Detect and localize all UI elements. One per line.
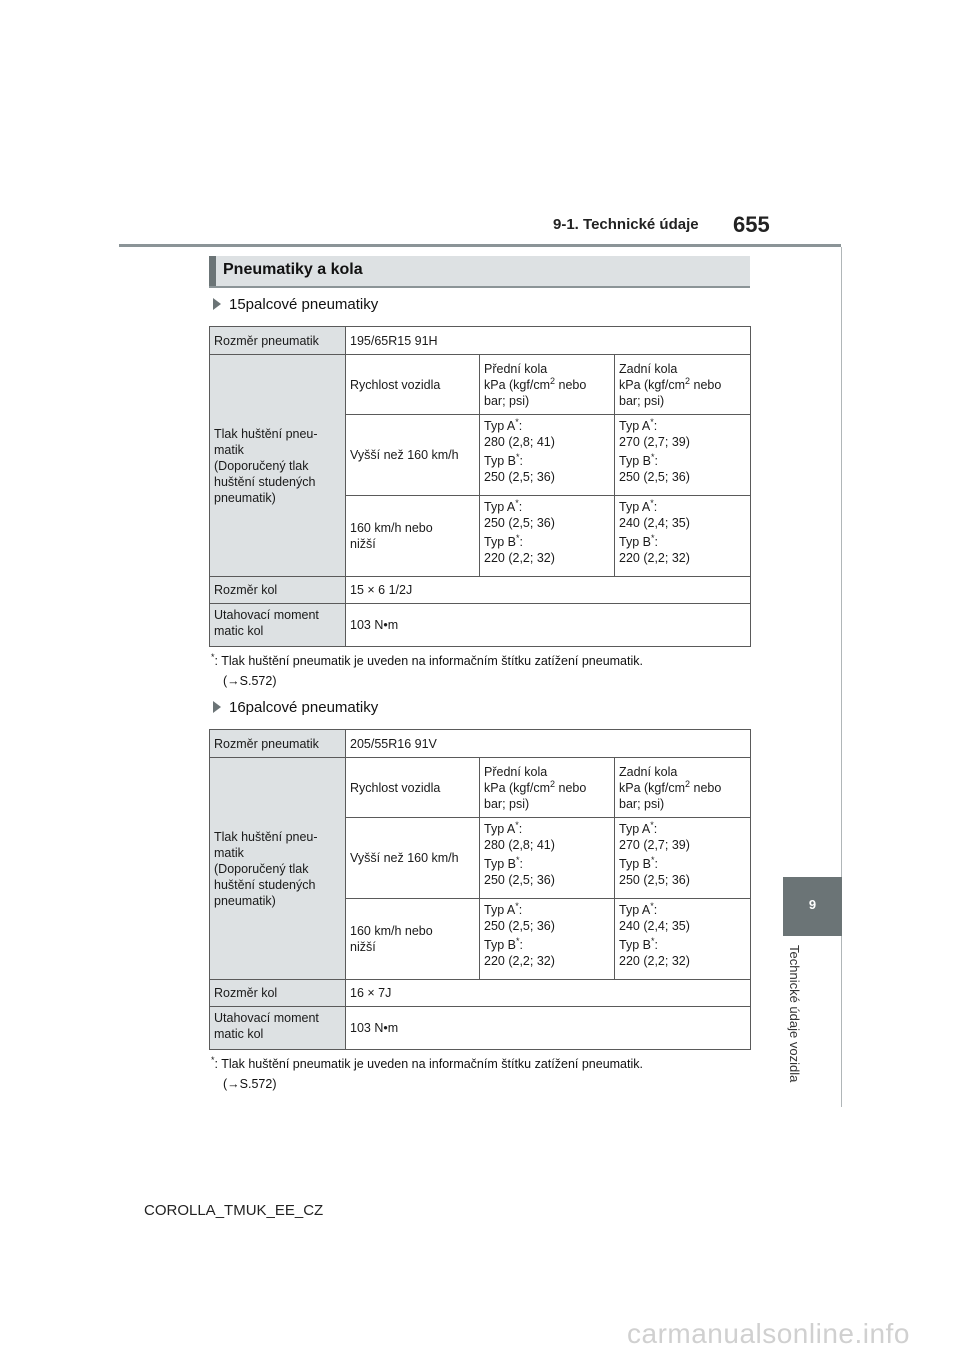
section-title: Pneumatiky a kola [223, 261, 363, 278]
tire-size-label: Rozměr pneumatik [210, 730, 346, 758]
header-divider [119, 244, 841, 247]
header-line: Zadní kola [619, 764, 678, 779]
pressure-value: 220 (2,2; 32) [484, 954, 555, 968]
superscript: 2 [685, 778, 691, 789]
tire-table-16 [209, 729, 751, 1050]
type-label: Typ A [619, 903, 651, 917]
pressure-label [210, 758, 346, 980]
type-label: Typ A [484, 903, 516, 917]
type-label: Typ B [484, 535, 516, 549]
high-speed-front-value: Typ A*: 280 (2,8; 41) Typ B*: 250 (2,5; 36) [480, 818, 615, 899]
label-line: nižší [350, 537, 376, 551]
footnote-text: : Tlak huštění pneumatik je uveden na informačním štítku zatížení pneumatik. [214, 1057, 643, 1071]
rear-wheels-header [615, 758, 751, 818]
high-speed-label: Vyšší než 160 km/h [346, 818, 480, 899]
header-line: bar; psi) [619, 796, 665, 811]
asterisk: * [650, 451, 655, 462]
label-line: matic kol [214, 1027, 264, 1041]
speed-label: Rychlost vozidla [346, 758, 480, 818]
pressure-value: 240 (2,4; 35) [619, 516, 690, 530]
asterisk: * [515, 854, 520, 865]
type-label: Typ B [619, 535, 651, 549]
chapter-tab-title: Technické údaje vozidla [787, 945, 802, 1083]
pressure-value: 250 (2,5; 36) [484, 919, 555, 933]
wheel-size-value: 15 × 6 1/2J [346, 577, 751, 604]
type-label: Typ A [619, 419, 651, 433]
high-speed-front-value: Typ A*: 280 (2,8; 41) Typ B*: 250 (2,5; 36) [480, 415, 615, 496]
pressure-value: 250 (2,5; 36) [619, 470, 690, 484]
label-line: Utahovací moment [214, 608, 319, 622]
tire-table-15 [209, 326, 751, 647]
table-row [210, 604, 751, 647]
label-line: 160 km/h nebo [350, 924, 433, 938]
pressure-value: 270 (2,7; 39) [619, 838, 690, 852]
section-label: 9-1. Technické údaje [553, 216, 699, 233]
table-2-heading [213, 699, 378, 716]
speed-label: Rychlost vozidla [346, 355, 480, 415]
pressure-label-line: huštění studených [214, 474, 316, 489]
header-line: bar; psi) [484, 796, 530, 811]
superscript: 2 [685, 375, 691, 386]
high-speed-label: Vyšší než 160 km/h [346, 415, 480, 496]
pressure-label-line: Tlak huštění pneu- [214, 426, 318, 441]
table-row [210, 327, 751, 355]
chapter-tab[interactable] [783, 877, 842, 936]
header-line: nebo [555, 377, 587, 392]
pressure-value: 280 (2,8; 41) [484, 838, 555, 852]
pressure-label-line: huštění studených [214, 877, 316, 892]
label-line: matic kol [214, 624, 264, 638]
table-2-footnote [211, 1054, 643, 1094]
label-line: 160 km/h nebo [350, 521, 433, 535]
pressure-value: 220 (2,2; 32) [619, 551, 690, 565]
pressure-value: 220 (2,2; 32) [484, 551, 555, 565]
high-speed-rear-value: Typ A*: 270 (2,7; 39) Typ B*: 250 (2,5; 36) [615, 818, 751, 899]
type-label: Typ A [484, 500, 516, 514]
header-line: bar; psi) [484, 393, 530, 408]
torque-label [210, 604, 346, 647]
pressure-value: 220 (2,2; 32) [619, 954, 690, 968]
pressure-value: 280 (2,8; 41) [484, 435, 555, 449]
rear-wheels-header [615, 355, 751, 415]
header-line: kPa (kgf/cm [619, 377, 685, 392]
asterisk: * [650, 497, 654, 508]
low-speed-front-value: Typ A*: 250 (2,5; 36) Typ B*: 220 (2,2; 32) [480, 899, 615, 980]
low-speed-rear-value: Typ A*: 240 (2,4; 35) Typ B*: 220 (2,2; 32) [615, 899, 751, 980]
pressure-value: 250 (2,5; 36) [484, 873, 555, 887]
table-row [210, 577, 751, 604]
table-2-heading-text: 16palcové pneumatiky [229, 699, 379, 716]
footnote-reference: (→S.572) [223, 1077, 277, 1091]
header-line: bar; psi) [619, 393, 665, 408]
header-line: Přední kola [484, 764, 548, 779]
type-label: Typ B [619, 938, 651, 952]
torque-value: 103 N•m [346, 604, 751, 647]
type-label: Typ A [619, 822, 651, 836]
low-speed-label [346, 899, 480, 980]
table-row [210, 730, 751, 758]
header-line: Přední kola [484, 361, 548, 376]
type-label: Typ B [484, 454, 516, 468]
footnote-text: : Tlak huštění pneumatik je uveden na informačním štítku zatížení pneumatik. [214, 654, 643, 668]
header-line: kPa (kgf/cm [619, 780, 685, 795]
asterisk: * [515, 532, 520, 543]
low-speed-rear-value: Typ A*: 240 (2,4; 35) Typ B*: 220 (2,2; 32) [615, 496, 751, 577]
asterisk: * [650, 532, 655, 543]
footer-document-code: COROLLA_TMUK_EE_CZ [144, 1202, 324, 1219]
pressure-label-line: pneumatik) [214, 893, 276, 908]
header-line: kPa (kgf/cm [484, 377, 550, 392]
superscript: 2 [550, 375, 556, 386]
front-wheels-header [480, 355, 615, 415]
page-number: 655 [733, 212, 770, 237]
section-title-accent [209, 256, 216, 286]
pressure-value: 250 (2,5; 36) [619, 873, 690, 887]
torque-label [210, 1007, 346, 1050]
type-label: Typ B [619, 857, 651, 871]
type-label: Typ A [484, 419, 516, 433]
type-label: Typ A [484, 822, 516, 836]
header-line: nebo [555, 780, 587, 795]
table-1-heading [213, 296, 378, 313]
pressure-value: 250 (2,5; 36) [484, 516, 555, 530]
pressure-value: 270 (2,7; 39) [619, 435, 690, 449]
asterisk: * [515, 497, 519, 508]
header-line: kPa (kgf/cm [484, 780, 550, 795]
low-speed-label [346, 496, 480, 577]
watermark: carmanualsonline.info [627, 1318, 910, 1349]
triangle-bullet-icon [213, 298, 221, 310]
table-row [210, 1007, 751, 1050]
side-divider [841, 247, 842, 1107]
pressure-label-line: (Doporučený tlak [214, 861, 309, 876]
asterisk: * [650, 416, 654, 427]
asterisk: * [515, 935, 520, 946]
asterisk: * [515, 900, 519, 911]
type-label: Typ B [619, 454, 651, 468]
wheel-size-label: Rozměr kol [210, 980, 346, 1007]
table-1-heading-text: 15palcové pneumatiky [229, 296, 379, 313]
table-1-footnote [211, 651, 643, 691]
type-label: Typ B [484, 938, 516, 952]
header-line: Zadní kola [619, 361, 678, 376]
asterisk: * [515, 451, 520, 462]
asterisk: * [515, 819, 519, 830]
footnote-reference: (→S.572) [223, 674, 277, 688]
type-label: Typ B [484, 857, 516, 871]
wheel-size-value: 16 × 7J [346, 980, 751, 1007]
chapter-tab-number: 9 [808, 897, 817, 912]
asterisk: * [515, 416, 519, 427]
pressure-label-line: pneumatik) [214, 490, 276, 505]
header-line: nebo [690, 780, 722, 795]
label-line: nižší [350, 940, 376, 954]
pressure-label-line: matik [214, 845, 244, 860]
tire-size-label: Rozměr pneumatik [210, 327, 346, 355]
pressure-value: 250 (2,5; 36) [484, 470, 555, 484]
type-label: Typ A [619, 500, 651, 514]
label-line: Utahovací moment [214, 1011, 319, 1025]
footnote-mark: * [211, 651, 215, 662]
table-row [210, 980, 751, 1007]
tire-size-value: 195/65R15 91H [346, 327, 751, 355]
pressure-label-line: (Doporučený tlak [214, 458, 309, 473]
footnote-mark: * [211, 1054, 215, 1065]
triangle-bullet-icon [213, 701, 221, 713]
pressure-label-line: matik [214, 442, 244, 457]
asterisk: * [650, 900, 654, 911]
asterisk: * [650, 819, 654, 830]
wheel-size-label: Rozměr kol [210, 577, 346, 604]
pressure-label-line: Tlak huštění pneu- [214, 829, 318, 844]
header-line: nebo [690, 377, 722, 392]
pressure-value: 240 (2,4; 35) [619, 919, 690, 933]
asterisk: * [650, 854, 655, 865]
superscript: 2 [550, 778, 556, 789]
section-title-bar [209, 256, 750, 288]
table-row [210, 355, 751, 415]
asterisk: * [650, 935, 655, 946]
front-wheels-header [480, 758, 615, 818]
pressure-label [210, 355, 346, 577]
low-speed-front-value: Typ A*: 250 (2,5; 36) Typ B*: 220 (2,2; 32) [480, 496, 615, 577]
table-row [210, 758, 751, 818]
torque-value: 103 N•m [346, 1007, 751, 1050]
high-speed-rear-value: Typ A*: 270 (2,7; 39) Typ B*: 250 (2,5; 36) [615, 415, 751, 496]
tire-size-value: 205/55R16 91V [346, 730, 751, 758]
